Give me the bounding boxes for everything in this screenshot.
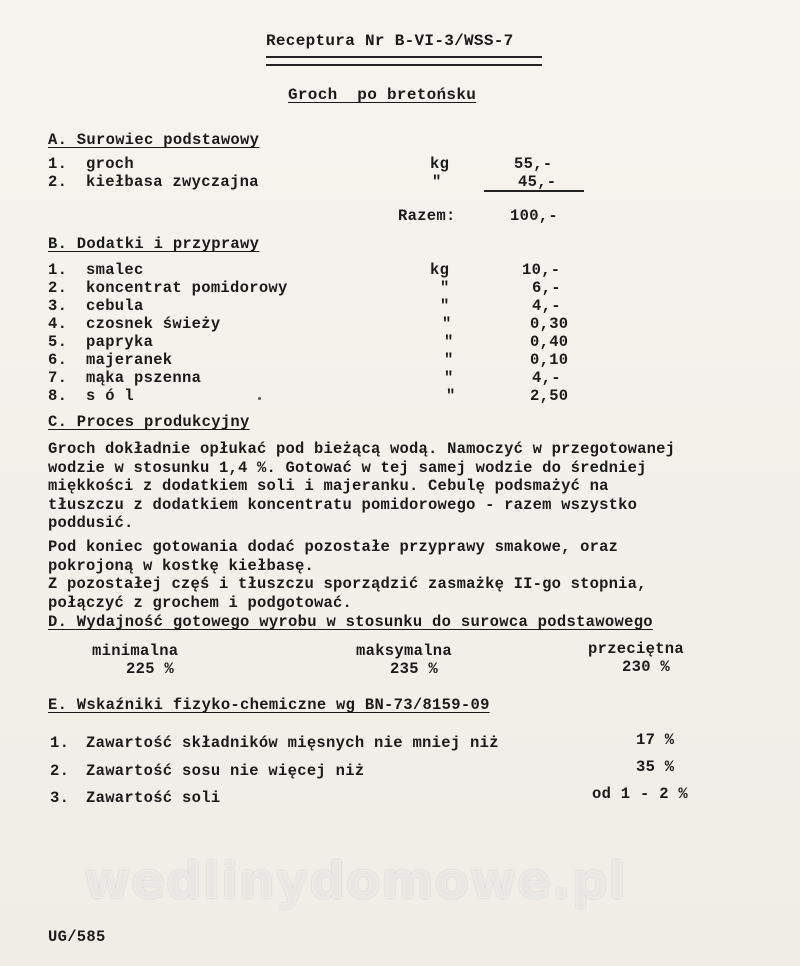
section-b-heading: B. Dodatki i przyprawy xyxy=(48,235,260,253)
section-b-item-qty: 0,30 xyxy=(530,315,569,333)
indicator-text: Zawartość sosu nie więcej niż xyxy=(86,762,365,780)
process-paragraph-1: Groch dokładnie opłukać pod bieżącą wodą. Namoczyć w przegotowanej wodzie w stosunku 1,4 %. Gotować w tej samej wodzie do średniej miękkości z dodatkiem soli i majeranku. Cebulę podsmażyć na tłuszczu z dodatkiem koncentratu pomidorowego - razem wszystko poddusić. xyxy=(48,440,676,532)
process-paragraph-2: Pod koniec gotowania dodać pozostałe przyprawy smakowe, oraz pokrojoną w kostkę kiełbasę. Z pozostałej częś i tłuszczu sporządzić zasmażkę II-go stopnia, połączyć z grochem i podgotować. xyxy=(48,538,647,612)
section-b-item-qty: 10,- xyxy=(522,261,561,279)
section-b-item-unit: " xyxy=(440,279,450,297)
section-b-item-num: 5. xyxy=(48,333,68,351)
section-a-heading: A. Surowiec podstawowy xyxy=(48,131,260,149)
section-b-item-unit: " xyxy=(444,351,454,369)
section-b-item-unit: " xyxy=(446,387,456,405)
footer-code: UG/585 xyxy=(48,928,106,946)
section-b-item-qty: 6,- xyxy=(532,279,561,297)
section-b-item-num: 8. xyxy=(48,387,68,405)
section-b-item-name: koncentrat pomidorowy xyxy=(86,279,288,297)
section-b-item-name: cebula xyxy=(86,297,144,315)
section-b-item-unit: " xyxy=(442,315,452,333)
section-b-item-num: 3. xyxy=(48,297,68,315)
yield-min-value: 225 % xyxy=(126,660,175,678)
dish-subtitle: Groch po bretońsku xyxy=(288,86,477,104)
section-b-item-name: papryka xyxy=(86,333,154,351)
indicator-value: od 1 - 2 % xyxy=(592,785,689,803)
section-c-heading: C. Proces produkcyjny xyxy=(48,413,250,431)
section-a-item-num: 2. xyxy=(48,173,68,191)
section-a-item-unit: kg xyxy=(430,155,450,173)
indicator-value: 35 % xyxy=(636,758,675,776)
section-a-item-unit: " xyxy=(432,173,442,191)
indicator-value: 17 % xyxy=(636,731,675,749)
section-b-item-qty: 0,40 xyxy=(530,333,569,351)
recipe-title: Receptura Nr B-VI-3/WSS-7 xyxy=(266,32,514,50)
section-b-item-name: mąka pszenna xyxy=(86,369,202,387)
section-a-item-qty: 45,- xyxy=(518,173,557,191)
section-b-item-name: czosnek świeży xyxy=(86,315,221,333)
section-b-item-unit: " xyxy=(444,369,454,387)
section-a-item-name: kiełbasa zwyczajna xyxy=(86,173,259,191)
section-b-item-num: 1. xyxy=(48,261,68,279)
section-b-item-num: 4. xyxy=(48,315,68,333)
total-value: 100,- xyxy=(510,207,559,225)
yield-min-label: minimalna xyxy=(92,642,179,660)
section-b-item-qty: 4,- xyxy=(532,369,561,387)
indicator-text: Zawartość składników mięsnych nie mniej niż xyxy=(86,734,499,752)
title-double-rule xyxy=(266,56,542,66)
site-watermark: wedlinydomowe.pl xyxy=(84,852,627,910)
section-b-item-num: 2. xyxy=(48,279,68,297)
yield-max-value: 235 % xyxy=(390,660,439,678)
section-b-item-name: s ó l xyxy=(86,387,135,405)
section-b-item-qty: 2,50 xyxy=(530,387,569,405)
yield-max-label: maksymalna xyxy=(356,642,453,660)
section-b-item-num: 7. xyxy=(48,369,68,387)
indicator-text: Zawartość soli xyxy=(86,789,221,807)
section-b-item-unit: kg xyxy=(430,261,450,279)
indicator-num: 2. xyxy=(50,762,70,780)
section-b-item-name: smalec xyxy=(86,261,144,279)
section-b-item-unit: " xyxy=(440,297,450,315)
section-a-item-qty: 55,- xyxy=(514,155,553,173)
section-b-item-unit: " xyxy=(444,333,454,351)
sum-rule xyxy=(484,190,584,192)
indicator-num: 1. xyxy=(50,734,70,752)
section-b-item-num: 6. xyxy=(48,351,68,369)
yield-avg-label: przeciętna xyxy=(588,640,685,658)
total-label: Razem: xyxy=(398,207,456,225)
yield-avg-value: 230 % xyxy=(622,658,671,676)
indicator-num: 3. xyxy=(50,789,70,807)
ink-speck xyxy=(258,397,261,400)
section-e-heading: E. Wskaźniki fizyko-chemiczne wg BN-73/8159-09 xyxy=(48,696,490,714)
section-a-item-num: 1. xyxy=(48,155,68,173)
section-d-heading: D. Wydajność gotowego wyrobu w stosunku do surowca podstawowego xyxy=(48,613,653,631)
section-b-item-name: majeranek xyxy=(86,351,173,369)
section-b-item-qty: 4,- xyxy=(532,297,561,315)
section-a-item-name: groch xyxy=(86,155,135,173)
section-b-item-qty: 0,10 xyxy=(530,351,569,369)
